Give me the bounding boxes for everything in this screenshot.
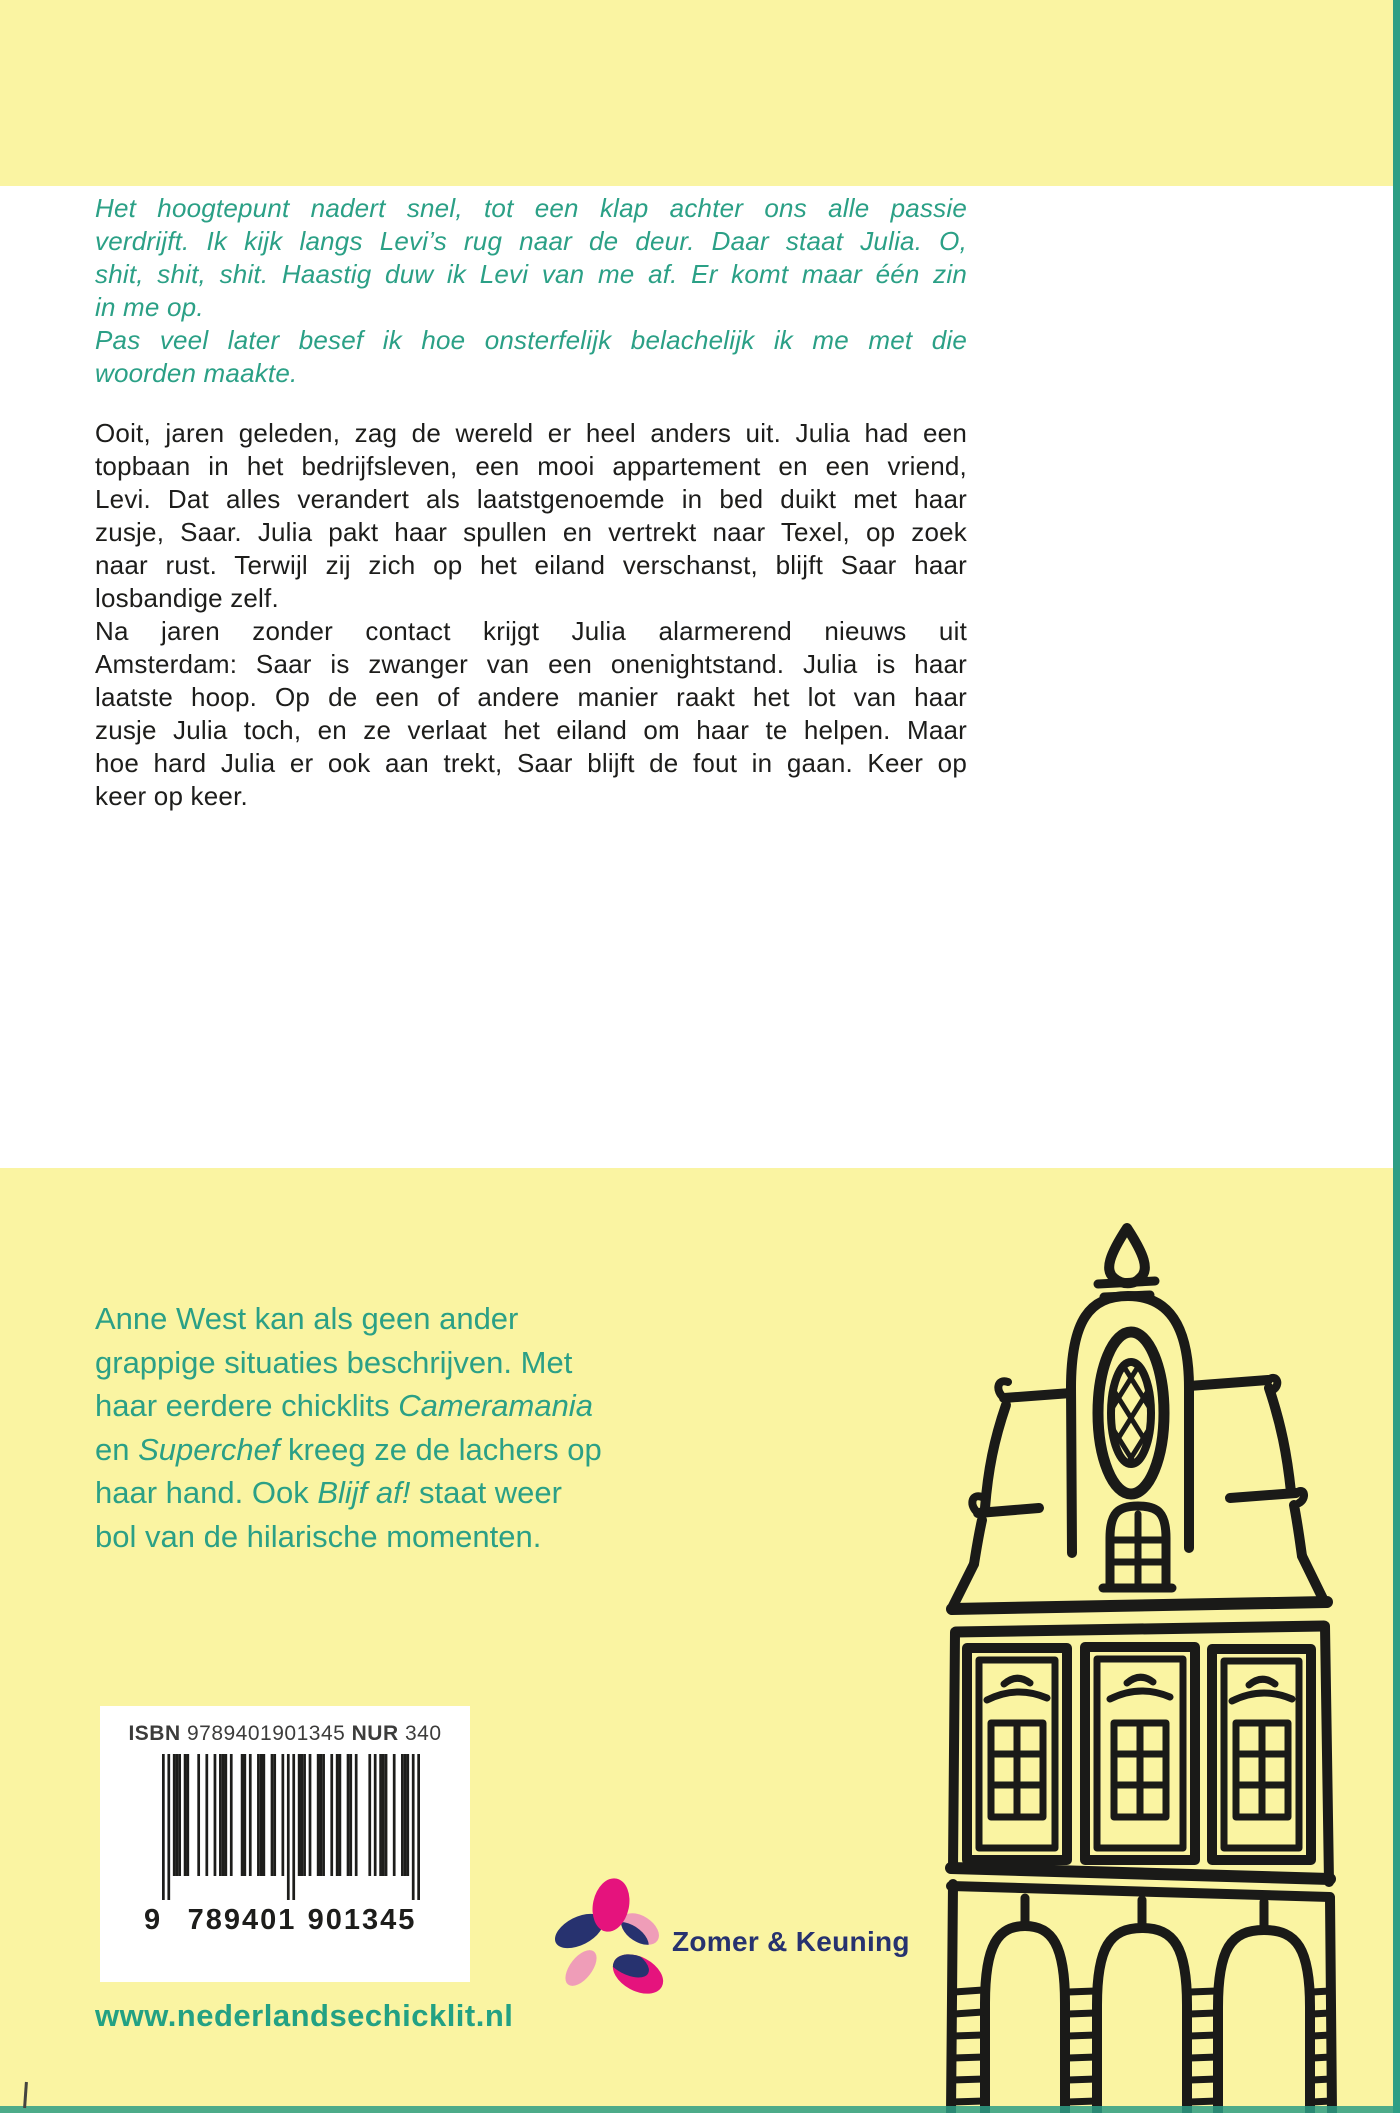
opening-quote: Het hoogtepunt nadert snel, tot een klap achter ons alle passie verdrijft. Ik kijk langs Levi’s rug naar de deur. Daar staat Julia. O, shit, shit, shit. Haastig duw ik Levi van me af. Er komt maar één zin in me op. Pas veel later besef ik hoe onsterfelijk belachelijk ik me met die woorden maakte. xyxy=(95,193,967,388)
barcode-digits xyxy=(100,1904,470,1940)
isbn-barcode-box xyxy=(100,1706,470,1982)
isbn-label: ISBN 9789401901345 NUR 340 xyxy=(128,1722,442,1745)
publisher-flower-logo xyxy=(545,1868,685,2018)
ean13-barcode xyxy=(162,1754,420,1900)
top-yellow-band xyxy=(0,0,1400,186)
website-url: www.nederlandsechicklit.nl xyxy=(95,1998,514,2033)
barcode-digit-group1: 789401 xyxy=(187,1904,297,1936)
publisher-name: Zomer & Keuning xyxy=(672,1926,910,1957)
barcode-digit-group2: 901345 xyxy=(307,1904,417,1936)
cover-bottom-edge xyxy=(0,2106,1400,2113)
barcode-digit-first: 9 xyxy=(144,1904,163,1936)
synopsis-text: Ooit, jaren geleden, zag de wereld er heel anders uit. Julia had een topbaan in het bedrijfsleven, een mooi appartement en een vriend, Levi. Dat alles verandert als laatstgenoemde in bed duikt met haar zusje, Saar. Julia pakt haar spullen en vertrekt naar Texel, op zoek naar rust. Terwijl zij zich op het eiland verschanst, blijft Saar haar losbandige zelf. Na jaren zonder contact krijgt Julia alarmerend nieuws uit Amsterdam: Saar is zwanger van een onenightstand. Julia is haar laatste hoop. Op de een of andere manier raakt het lot van haar zusje Julia toch, en ze verlaat het eiland om haar te helpen. Maar hoe hard Julia er ook aan trekt, Saar blijft de fout in gaan. Keer op keer op keer. xyxy=(95,418,967,811)
author-note: Anne West kan als geen ander grappige situaties beschrijven. Met haar eerdere chicklits Cameramania en Superchef kreeg ze de lachers op haar hand. Ook Blijf af! staat weer bol van de hilarische momenten. xyxy=(95,1301,602,1554)
cover-right-edge xyxy=(1393,0,1400,2113)
canal-house-illustration xyxy=(938,1208,1338,2113)
